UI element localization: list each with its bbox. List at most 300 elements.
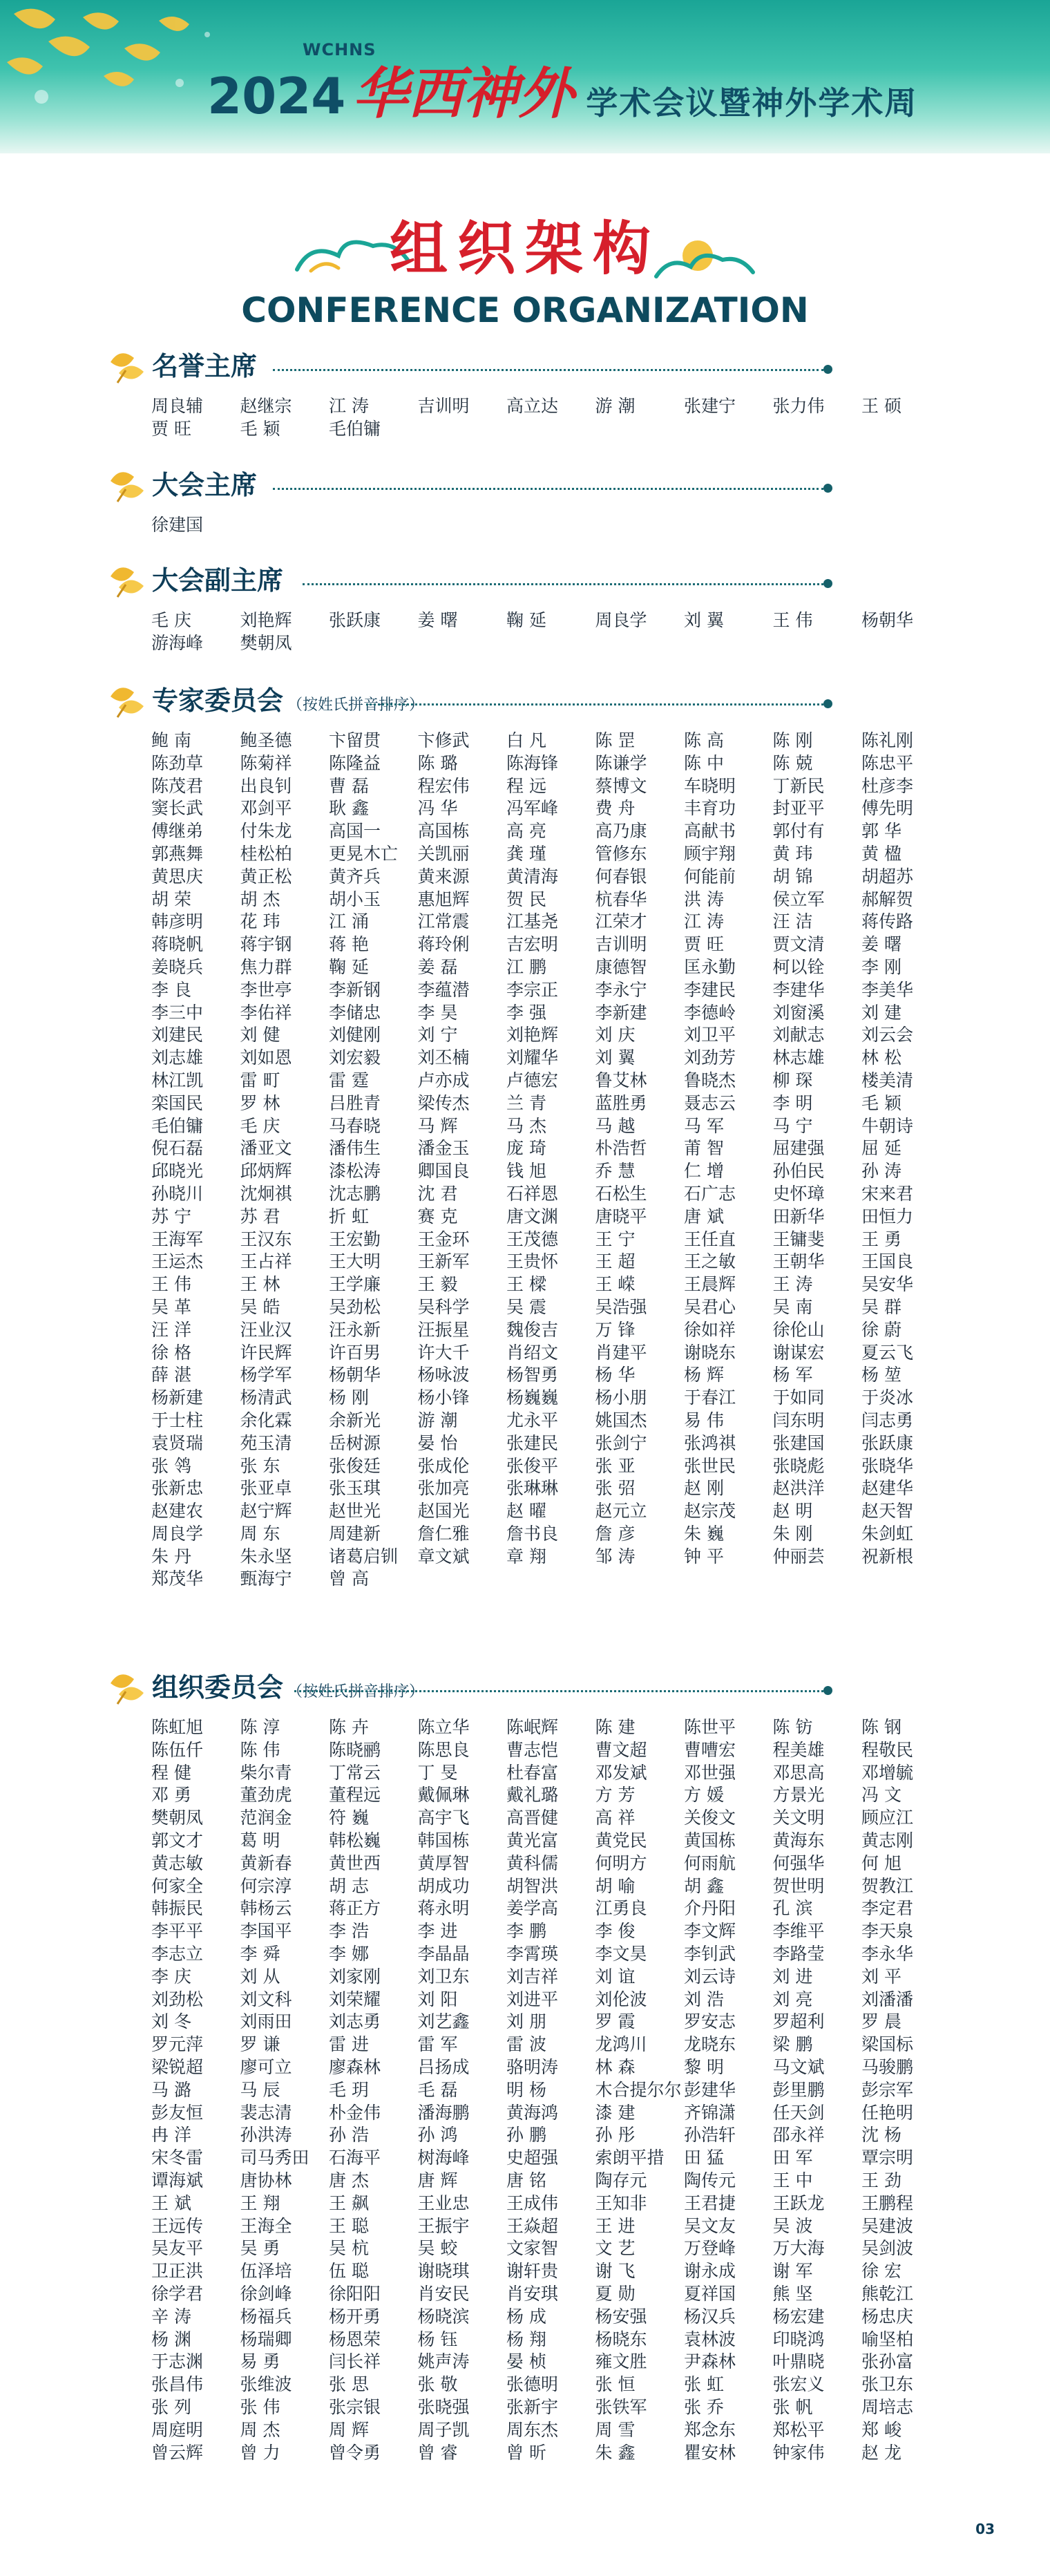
member-name: 仲丽芸 xyxy=(772,1546,825,1566)
member-name: 彭友恒 xyxy=(151,2102,204,2123)
member-name: 徐剑峰 xyxy=(240,2283,292,2304)
member-name: 刘艳辉 xyxy=(506,1025,559,1045)
member-name: 罗安志 xyxy=(684,2011,736,2032)
member-name: 杨咏波 xyxy=(417,1365,470,1385)
member-name: 孙伯民 xyxy=(772,1161,825,1182)
member-name: 祝新根 xyxy=(861,1546,914,1566)
member-name: 关俊文 xyxy=(684,1808,736,1828)
member-name: 史怀璋 xyxy=(772,1183,825,1204)
group-title-text: 名誉主席 xyxy=(152,351,258,381)
member-name: 易 伟 xyxy=(684,1410,724,1430)
member-name: 杨 翔 xyxy=(506,2329,546,2349)
member-name: 李霄瑛 xyxy=(506,1943,559,1964)
member-name: 刘健刚 xyxy=(329,1025,381,1045)
member-name: 李天泉 xyxy=(861,1921,914,1942)
member-name: 蒋宇钢 xyxy=(240,934,292,955)
member-name: 罗 谦 xyxy=(240,2034,280,2055)
member-name: 姜 磊 xyxy=(417,956,458,977)
member-name: 王之敏 xyxy=(684,1251,736,1272)
member-name: 鲍 南 xyxy=(151,730,191,750)
member-name: 毛伯镛 xyxy=(151,1115,204,1136)
member-name: 赵洪洋 xyxy=(772,1478,825,1499)
member-name: 陈岷辉 xyxy=(506,1717,559,1737)
member-name: 王海军 xyxy=(151,1229,204,1249)
member-name: 王跃龙 xyxy=(772,2193,825,2213)
member-name: 唐文渊 xyxy=(506,1206,559,1227)
dotted-divider xyxy=(303,583,823,585)
member-name: 丁新民 xyxy=(772,775,825,796)
member-name: 洪 涛 xyxy=(684,889,724,909)
member-name: 符 巍 xyxy=(329,1808,369,1828)
member-name: 屈 延 xyxy=(861,1138,901,1159)
member-name: 王 硕 xyxy=(861,396,901,416)
member-name: 陈 中 xyxy=(684,752,724,773)
member-name: 李宗正 xyxy=(506,979,559,1000)
member-name: 吴 南 xyxy=(772,1296,813,1317)
member-name: 马 宁 xyxy=(772,1115,813,1136)
member-name: 魏俊吉 xyxy=(506,1319,559,1340)
member-name: 赵国光 xyxy=(417,1501,470,1522)
member-name: 李建民 xyxy=(684,979,736,1000)
ginkgo-icon xyxy=(105,462,149,506)
member-name: 王学廉 xyxy=(329,1274,381,1295)
member-name: 冉 洋 xyxy=(151,2125,191,2146)
member-name: 于士柱 xyxy=(151,1410,204,1430)
member-name: 李 刚 xyxy=(861,956,901,977)
member-name: 王任直 xyxy=(684,1229,736,1249)
member-name: 吴 波 xyxy=(772,2215,813,2236)
member-name: 杨朝华 xyxy=(861,610,914,630)
member-name: 雷 町 xyxy=(240,1070,280,1090)
member-name: 黄清海 xyxy=(506,866,559,887)
member-name: 刘窗溪 xyxy=(772,1002,825,1023)
member-name: 瞿安林 xyxy=(684,2442,736,2463)
member-name: 刘 亮 xyxy=(772,1989,813,2009)
member-name: 李 昊 xyxy=(417,1002,458,1023)
member-name: 丁 旻 xyxy=(417,1762,458,1783)
member-name: 杨恩荣 xyxy=(329,2329,381,2349)
member-name: 王 进 xyxy=(595,2215,636,2236)
member-name: 龙鸿川 xyxy=(595,2034,647,2055)
member-name: 杨朝华 xyxy=(329,1365,381,1385)
member-name: 贺教江 xyxy=(861,1875,914,1896)
member-name: 蒋永明 xyxy=(417,1898,470,1919)
member-name: 肖绍文 xyxy=(506,1342,559,1363)
member-name: 李 俊 xyxy=(595,1921,636,1942)
member-name: 黄世西 xyxy=(329,1853,381,1873)
member-name: 吴文友 xyxy=(684,2215,736,2236)
member-name: 王业忠 xyxy=(417,2193,470,2213)
member-name: 汪 洁 xyxy=(772,911,813,932)
member-name: 黄齐兵 xyxy=(329,866,381,887)
group-heading xyxy=(0,561,1050,603)
member-name: 沈 杨 xyxy=(861,2125,901,2146)
member-name: 朱 巍 xyxy=(684,1523,724,1544)
member-name: 余新光 xyxy=(329,1410,381,1430)
member-name: 车晓明 xyxy=(684,775,736,796)
member-name: 齐锦潇 xyxy=(684,2102,736,2123)
member-name: 詹仁雅 xyxy=(417,1523,470,1544)
member-name: 沈志鹏 xyxy=(329,1183,381,1204)
member-name: 刘艺鑫 xyxy=(417,2011,470,2032)
member-name: 邓增毓 xyxy=(861,1762,914,1783)
member-name: 刘文科 xyxy=(240,1989,292,2009)
member-name: 何强华 xyxy=(772,1853,825,1873)
member-name: 张 鸰 xyxy=(151,1455,191,1476)
member-name: 汪 洋 xyxy=(151,1319,191,1340)
member-name: 易 勇 xyxy=(240,2351,280,2372)
member-name: 唐晓平 xyxy=(595,1206,647,1227)
member-name: 戴佩琳 xyxy=(417,1785,470,1806)
member-name: 徐阳阳 xyxy=(329,2283,381,2304)
member-name: 贺世明 xyxy=(772,1875,825,1896)
member-name: 张晓彪 xyxy=(772,1455,825,1476)
member-name: 高献书 xyxy=(684,821,736,842)
member-name: 梁国标 xyxy=(861,2034,914,2055)
member-name: 李蕴潜 xyxy=(417,979,470,1000)
member-name: 明 杨 xyxy=(506,2079,546,2100)
member-name: 曾 力 xyxy=(240,2442,280,2463)
member-name: 刘建民 xyxy=(151,1025,204,1045)
member-name: 冯军峰 xyxy=(506,798,559,819)
member-name: 郑松平 xyxy=(772,2419,825,2440)
member-name: 吴 群 xyxy=(861,1296,901,1317)
member-name: 陈晓鹂 xyxy=(329,1739,381,1760)
member-name: 游 潮 xyxy=(595,396,636,416)
member-name: 王 伟 xyxy=(772,610,813,630)
member-name: 花 玮 xyxy=(240,911,280,932)
member-name: 万大海 xyxy=(772,2238,825,2259)
member-name: 夏云飞 xyxy=(861,1342,914,1363)
member-name: 石海平 xyxy=(329,2148,381,2168)
divider-end-dot xyxy=(823,1686,832,1695)
member-name: 韩杨云 xyxy=(240,1898,292,1919)
member-name: 袁林波 xyxy=(684,2329,736,2349)
member-name: 王 伟 xyxy=(151,1274,191,1295)
member-name: 陈海锋 xyxy=(506,752,559,773)
member-name: 谢 飞 xyxy=(595,2261,636,2282)
member-name: 姚声涛 xyxy=(417,2351,470,2372)
member-name: 王茂德 xyxy=(506,1229,559,1249)
member-name: 木合提尔尔 xyxy=(595,2079,682,2100)
member-name: 王 超 xyxy=(595,1251,636,1272)
member-name: 赵宁辉 xyxy=(240,1501,292,1522)
member-name: 陈伍仟 xyxy=(151,1739,204,1760)
member-name: 匡永勤 xyxy=(684,956,736,977)
group-title-text: 大会副主席 xyxy=(152,565,284,596)
member-name: 马 杰 xyxy=(506,1115,546,1136)
member-name: 杜彦李 xyxy=(861,775,914,796)
member-name: 李维平 xyxy=(772,1921,825,1942)
member-name: 朱 鑫 xyxy=(595,2442,636,2463)
member-name: 夏祥国 xyxy=(684,2283,736,2304)
member-name: 廖可立 xyxy=(240,2056,292,2077)
page-number: 03 xyxy=(975,2521,995,2537)
divider-end-dot xyxy=(823,699,832,708)
member-name: 杨 军 xyxy=(772,1365,813,1385)
group-heading xyxy=(0,1668,1050,1710)
member-name: 曾 睿 xyxy=(417,2442,458,2463)
member-name: 王国良 xyxy=(861,1251,914,1272)
group-4 xyxy=(0,1668,1050,2463)
member-name: 张 虹 xyxy=(684,2374,724,2395)
member-name: 林 松 xyxy=(861,1048,901,1068)
member-name: 马文斌 xyxy=(772,2056,825,2077)
member-name: 何明方 xyxy=(595,1853,647,1873)
member-name: 张卫东 xyxy=(861,2374,914,2395)
member-name: 唐 斌 xyxy=(684,1206,724,1227)
member-name: 辛 涛 xyxy=(151,2306,191,2327)
sort-note: （按姓氏拼音排序） xyxy=(287,697,425,714)
member-name: 李 良 xyxy=(151,979,191,1000)
member-name: 胡 鑫 xyxy=(684,1875,724,1896)
member-name: 张 东 xyxy=(240,1455,280,1476)
member-name: 任天剑 xyxy=(772,2102,825,2123)
member-name: 孙晓川 xyxy=(151,1183,204,1204)
member-name: 鲁艾林 xyxy=(595,1070,647,1090)
member-name: 钟 平 xyxy=(684,1546,724,1566)
member-name: 江荣才 xyxy=(595,911,647,932)
member-name: 李 明 xyxy=(772,1092,813,1113)
member-name: 王远传 xyxy=(151,2215,204,2236)
member-name: 吴 震 xyxy=(506,1296,546,1317)
member-name: 李德岭 xyxy=(684,1002,736,1023)
member-name: 曹嘈宏 xyxy=(684,1739,736,1760)
member-name: 胡小玉 xyxy=(329,889,381,909)
member-name: 王焱超 xyxy=(506,2215,559,2236)
member-name: 刘 平 xyxy=(861,1966,901,1987)
member-name: 曾 高 xyxy=(329,1569,369,1589)
member-name: 杨安强 xyxy=(595,2306,647,2327)
group-title-text: 组织委员会 xyxy=(152,1672,284,1703)
member-name: 张维波 xyxy=(240,2374,292,2395)
member-name: 王 宁 xyxy=(595,1229,636,1249)
member-name: 吴剑波 xyxy=(861,2238,914,2259)
member-name: 蒋玲俐 xyxy=(417,934,470,955)
member-name: 何 旭 xyxy=(861,1853,901,1873)
member-name: 李晶晶 xyxy=(417,1943,470,1964)
member-name: 张新宇 xyxy=(506,2396,559,2417)
member-name: 胡 锦 xyxy=(772,866,813,887)
member-name: 田 军 xyxy=(772,2148,813,2168)
member-name: 杨小朋 xyxy=(595,1388,647,1408)
member-name: 庞 琦 xyxy=(506,1138,546,1159)
member-name: 张亚卓 xyxy=(240,1478,292,1499)
member-name: 李美华 xyxy=(861,979,914,1000)
member-name: 顾应江 xyxy=(861,1808,914,1828)
member-name: 姜学高 xyxy=(506,1898,559,1919)
member-name: 曾云辉 xyxy=(151,2442,204,2463)
section-title xyxy=(0,214,1050,330)
member-name: 杨宏建 xyxy=(772,2306,825,2327)
member-name: 孙 彤 xyxy=(595,2125,636,2146)
member-name: 谢 军 xyxy=(772,2261,813,2282)
member-name: 李志立 xyxy=(151,1943,204,1964)
member-name: 钱 旭 xyxy=(506,1161,546,1182)
member-name: 游海峰 xyxy=(151,632,204,653)
member-name: 卞修武 xyxy=(417,730,470,750)
name-list xyxy=(151,730,951,1591)
group-heading xyxy=(0,681,1050,723)
member-name: 赵 明 xyxy=(772,1501,813,1522)
member-name: 焦力群 xyxy=(240,956,292,977)
member-name: 雷 波 xyxy=(506,2034,546,2055)
member-name: 骆明涛 xyxy=(506,2056,559,2077)
member-name: 文 艺 xyxy=(595,2238,636,2259)
member-name: 鲍圣德 xyxy=(240,730,292,750)
member-name: 王宏勤 xyxy=(329,1229,381,1249)
member-name: 兰 青 xyxy=(506,1092,546,1113)
member-name: 胡智洪 xyxy=(506,1875,559,1896)
member-name: 刘劲芳 xyxy=(684,1048,736,1068)
member-name: 胡 喻 xyxy=(595,1875,636,1896)
member-name: 乔 慧 xyxy=(595,1161,636,1182)
member-name: 刘 谊 xyxy=(595,1966,636,1987)
dotted-divider xyxy=(366,703,823,705)
member-name: 闫东明 xyxy=(772,1410,825,1430)
member-name: 张成伦 xyxy=(417,1455,470,1476)
member-name: 任艳明 xyxy=(861,2102,914,2123)
member-name: 吴 勇 xyxy=(240,2238,280,2259)
member-name: 甄海宁 xyxy=(240,1569,292,1589)
member-name: 牛朝诗 xyxy=(861,1115,914,1136)
member-name: 黄 楹 xyxy=(861,843,901,864)
member-name: 刘丕楠 xyxy=(417,1048,470,1068)
member-name: 江 鹏 xyxy=(506,956,546,977)
member-name: 吕扬成 xyxy=(417,2056,470,2077)
member-name: 杭春华 xyxy=(595,889,647,909)
member-name: 石广志 xyxy=(684,1183,736,1204)
member-name: 树海峰 xyxy=(417,2148,470,2168)
member-name: 陈 罡 xyxy=(595,730,636,750)
member-name: 张建民 xyxy=(506,1432,559,1453)
member-name: 张新忠 xyxy=(151,1478,204,1499)
member-name: 胡 荣 xyxy=(151,889,191,909)
member-name: 张铁军 xyxy=(595,2396,647,2417)
member-name: 李文昊 xyxy=(595,1943,647,1964)
member-name: 王知非 xyxy=(595,2193,647,2213)
member-name: 雷 军 xyxy=(417,2034,458,2055)
member-name: 桂松柏 xyxy=(240,843,292,864)
member-name: 于炎冰 xyxy=(861,1388,914,1408)
member-name: 陈礼刚 xyxy=(861,730,914,750)
member-name: 刘志雄 xyxy=(151,1048,204,1068)
member-name: 李 娜 xyxy=(329,1943,369,1964)
member-name: 刘宏毅 xyxy=(329,1048,381,1068)
member-name: 田恒力 xyxy=(861,1206,914,1227)
member-name: 张 恒 xyxy=(595,2374,636,2395)
member-name: 张晓强 xyxy=(417,2396,470,2417)
member-name: 李新钢 xyxy=(329,979,381,1000)
member-name: 雷 霆 xyxy=(329,1070,369,1090)
member-name: 刘 冬 xyxy=(151,2011,191,2032)
section-title-en: CONFERENCE ORGANIZATION xyxy=(241,290,809,330)
member-name: 李储忠 xyxy=(329,1002,381,1023)
member-name: 汪振星 xyxy=(417,1319,470,1340)
member-name: 李国平 xyxy=(240,1921,292,1942)
member-name: 田新华 xyxy=(772,1206,825,1227)
member-name: 漆 建 xyxy=(595,2102,636,2123)
member-name: 潘伟生 xyxy=(329,1138,381,1159)
member-name: 张 思 xyxy=(329,2374,369,2395)
member-name: 刘 建 xyxy=(861,1002,901,1023)
member-name: 王晨辉 xyxy=(684,1274,736,1295)
member-name: 邓思高 xyxy=(772,1762,825,1783)
member-name: 赵继宗 xyxy=(240,396,292,416)
member-name: 覃宗明 xyxy=(861,2148,914,2168)
member-name: 岳树源 xyxy=(329,1432,381,1453)
member-name: 张 列 xyxy=(151,2396,191,2417)
member-name: 张 亚 xyxy=(595,1455,636,1476)
member-name: 费 舟 xyxy=(595,798,636,819)
member-name: 程 远 xyxy=(506,775,546,796)
member-name: 楼美清 xyxy=(861,1070,914,1090)
member-name: 出良钊 xyxy=(240,775,292,796)
member-name: 李 鹏 xyxy=(506,1921,546,1942)
member-name: 张 伟 xyxy=(240,2396,280,2417)
member-name: 刘如恩 xyxy=(240,1048,292,1068)
member-name: 梁锐超 xyxy=(151,2056,204,2077)
member-name: 廖森林 xyxy=(329,2056,381,2077)
ginkgo-leaves-decoration xyxy=(0,0,228,124)
member-name: 方 媛 xyxy=(684,1785,724,1806)
member-name: 李 舜 xyxy=(240,1943,280,1964)
ginkgo-icon xyxy=(105,677,149,721)
member-name: 王镛斐 xyxy=(772,1229,825,1249)
member-name: 李平平 xyxy=(151,1921,204,1942)
member-name: 程敬民 xyxy=(861,1739,914,1760)
member-name: 邓剑平 xyxy=(240,798,292,819)
group-heading xyxy=(0,347,1050,388)
member-name: 罗 晨 xyxy=(861,2011,901,2032)
member-name: 张 敬 xyxy=(417,2374,458,2395)
member-name: 方 芳 xyxy=(595,1785,636,1806)
member-name: 高宇飞 xyxy=(417,1808,470,1828)
member-name: 彭宗军 xyxy=(861,2079,914,2100)
member-name: 马 潞 xyxy=(151,2079,191,2100)
member-name: 毛 庆 xyxy=(240,1115,280,1136)
member-name: 李建华 xyxy=(772,979,825,1000)
member-name: 苏 宁 xyxy=(151,1206,191,1227)
member-name: 张琳琳 xyxy=(506,1478,559,1499)
member-name: 康德智 xyxy=(595,956,647,977)
member-name: 曹 磊 xyxy=(329,775,369,796)
member-name: 聂志云 xyxy=(684,1092,736,1113)
section-title-cn: 组织架构 xyxy=(389,214,660,283)
dotted-divider xyxy=(294,1690,823,1692)
member-name: 毛 颖 xyxy=(861,1092,901,1113)
group-title xyxy=(152,561,283,600)
member-name: 王 嵘 xyxy=(595,1274,636,1295)
member-name: 何雨航 xyxy=(684,1853,736,1873)
member-name: 袁贤瑞 xyxy=(151,1432,204,1453)
member-name: 曾 昕 xyxy=(506,2442,546,2463)
member-name: 邵永祥 xyxy=(772,2125,825,2146)
member-name: 孙 鸿 xyxy=(417,2125,458,2146)
member-name: 刘云会 xyxy=(861,1025,914,1045)
member-name: 李钊武 xyxy=(684,1943,736,1964)
member-name: 吉宏明 xyxy=(506,934,559,955)
member-name: 刘荣耀 xyxy=(329,1989,381,2009)
member-name: 梁 鹏 xyxy=(772,2034,813,2055)
divider-end-dot xyxy=(823,579,832,588)
member-name: 潘金玉 xyxy=(417,1138,470,1159)
member-name: 赵建农 xyxy=(151,1501,204,1522)
member-name: 关凯丽 xyxy=(417,843,470,864)
member-name: 林 森 xyxy=(595,2056,636,2077)
member-name: 肖安琪 xyxy=(506,2283,559,2304)
member-name: 王金环 xyxy=(417,1229,470,1249)
